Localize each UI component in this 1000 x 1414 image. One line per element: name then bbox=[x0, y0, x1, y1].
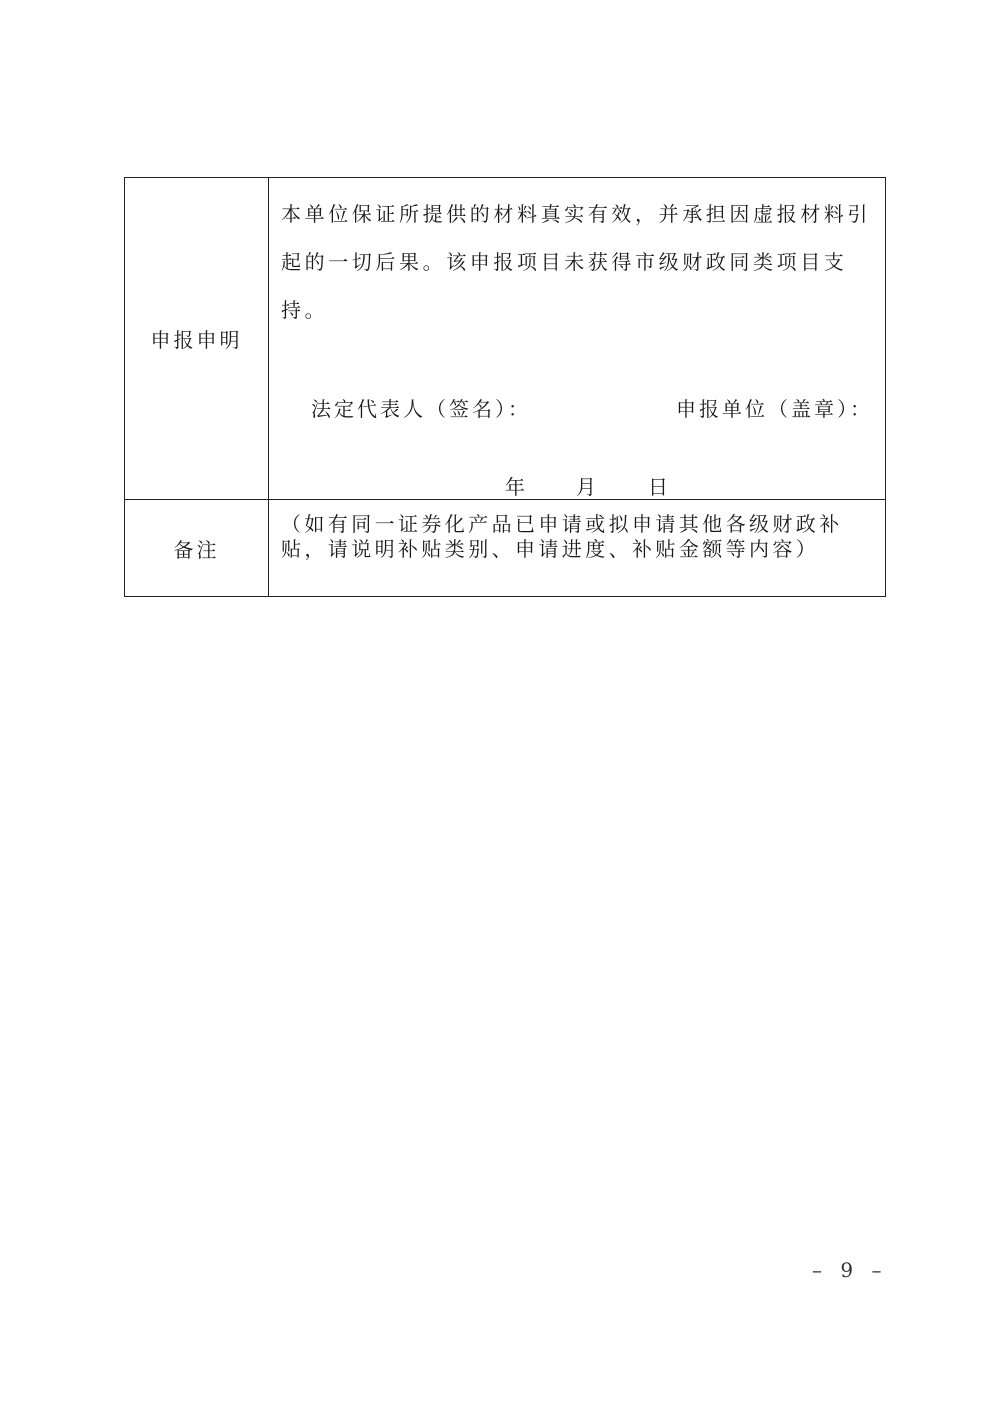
remarks-row bbox=[125, 500, 885, 596]
declaration-content-cell bbox=[269, 178, 885, 499]
application-form-table bbox=[124, 177, 886, 597]
applicant-unit-seal-label: 申报单位（盖章）： bbox=[676, 397, 873, 421]
remarks-content-cell bbox=[269, 500, 885, 596]
page-number: – 9 – bbox=[812, 1258, 888, 1282]
remarks-text: （如有同一证券化产品已申请或拟申请其他各级财政补贴，请说明补贴类别、申请进度、补贴金额等内容） bbox=[281, 512, 843, 561]
date-day-label: 日 bbox=[648, 475, 668, 499]
legal-representative-signature-label: 法定代表人（签名）： bbox=[311, 397, 531, 421]
declaration-label: 申报申明 bbox=[125, 178, 269, 499]
remarks-label: 备注 bbox=[125, 500, 269, 596]
declaration-text: 本单位保证所提供的材料真实有效，并承担因虚报材料引起的一切后果。该申报项目未获得市级财政同类项目支持。 bbox=[281, 202, 871, 322]
date-month-label: 月 bbox=[576, 475, 596, 499]
date-year-label: 年 bbox=[505, 475, 525, 499]
declaration-row bbox=[125, 178, 885, 500]
